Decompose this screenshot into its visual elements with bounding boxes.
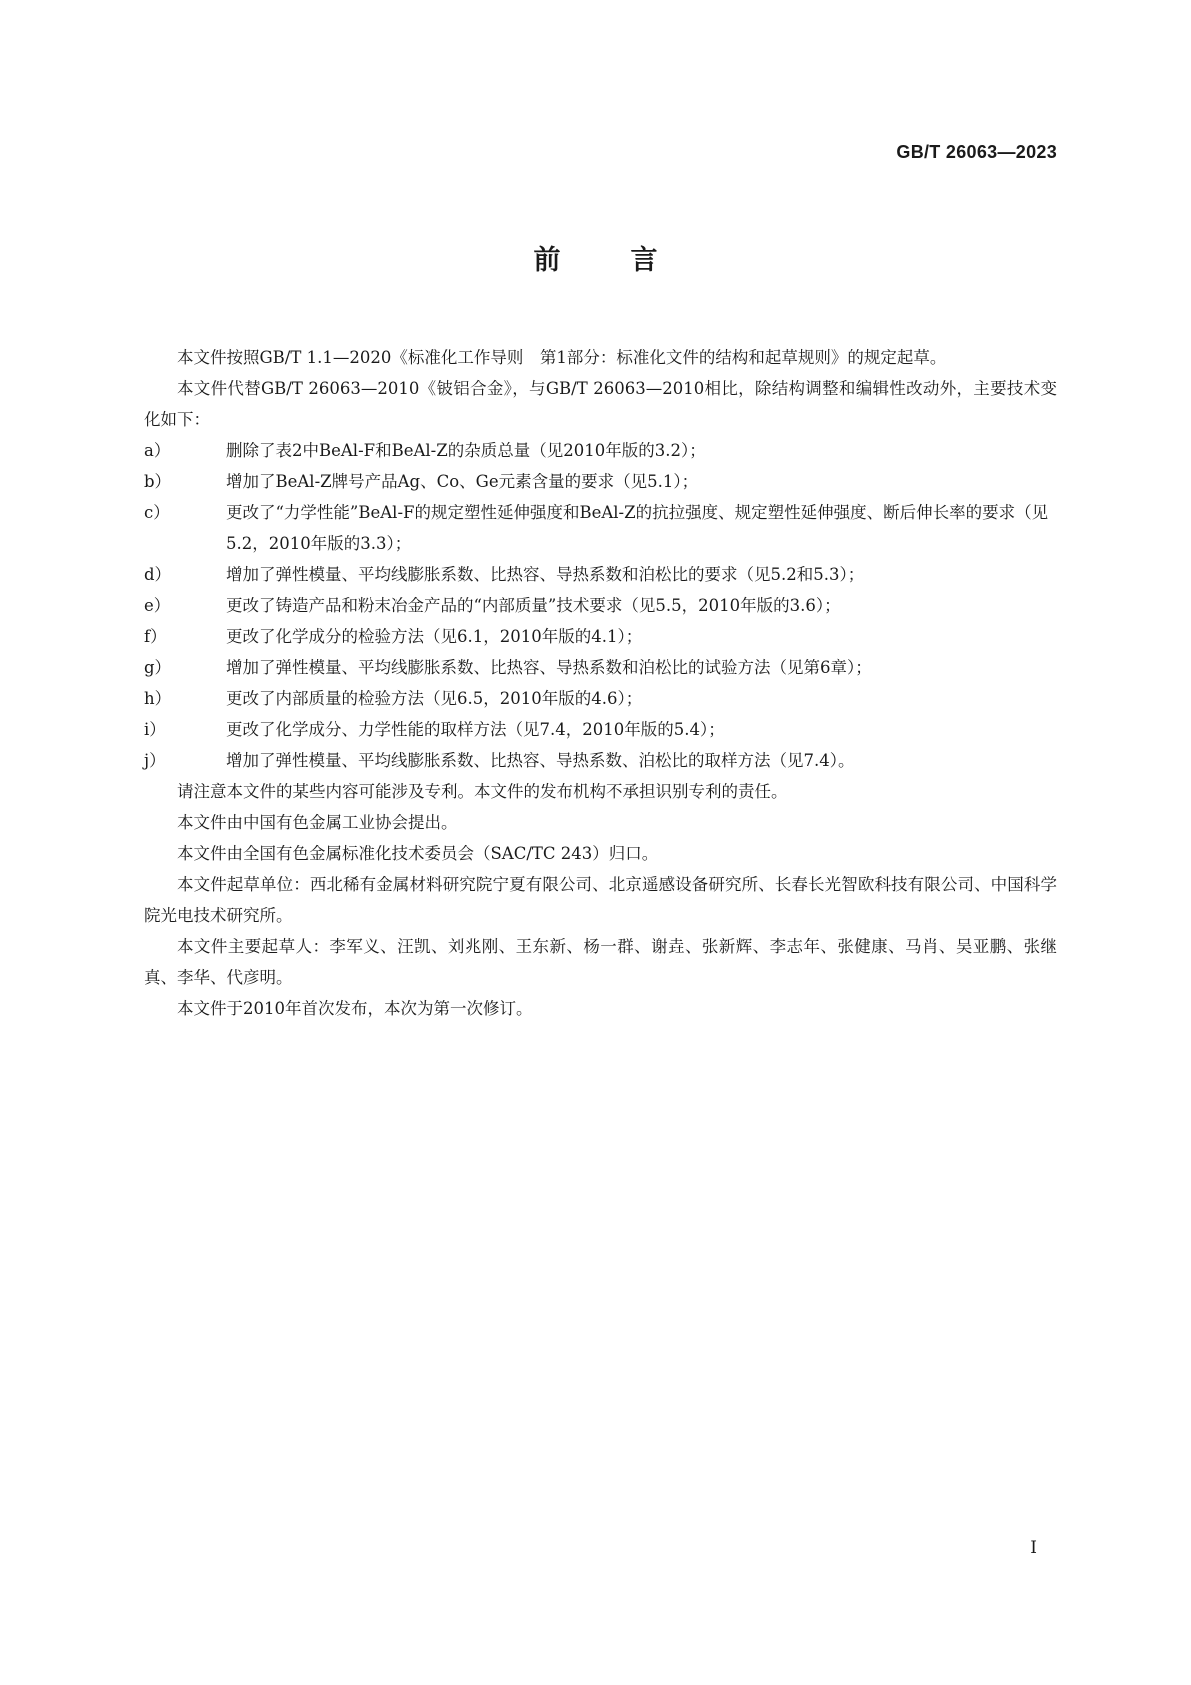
intro-paragraph: 本文件按照GB/T 1.1—2020《标准化工作导则 第1部分：标准化文件的结构和起草规则》的规定起草。	[177, 348, 947, 367]
list-item-text: 更改了化学成分的检验方法（见6.1，2010年版的4.1）；	[226, 627, 643, 646]
list-item	[144, 745, 1057, 776]
list-item	[144, 683, 1057, 714]
committee-statement: 本文件由全国有色金属标准化技术委员会（SAC/TC 243）归口。	[177, 844, 659, 863]
list-marker: g）	[144, 658, 172, 677]
list-item-text: 更改了化学成分、力学性能的取样方法（见7.4，2010年版的5.4）；	[226, 720, 725, 739]
list-marker: j）	[144, 751, 166, 770]
list-marker: e）	[144, 596, 171, 615]
list-item-text: 增加了弹性模量、平均线膨胀系数、比热容、导热系数和泊松比的要求（见5.2和5.3）；	[226, 565, 865, 584]
list-item	[144, 435, 1057, 466]
list-marker: a）	[144, 441, 171, 460]
revision-history: 本文件于2010年首次发布，本次为第一次修订。	[177, 999, 533, 1018]
page-number: I	[1030, 1538, 1037, 1558]
list-marker: h）	[144, 689, 172, 708]
list-item-text: 增加了弹性模量、平均线膨胀系数、比热容、导热系数、泊松比的取样方法（见7.4）。	[226, 751, 855, 770]
list-marker: c）	[144, 503, 170, 522]
list-item-text: 删除了表2中BeAl-F和BeAl-Z的杂质总量（见2010年版的3.2）；	[226, 441, 706, 460]
document-code: GB/T 26063—2023	[896, 142, 1057, 162]
page-title: 前言	[533, 245, 728, 276]
list-item	[144, 621, 1057, 652]
list-item-text: 更改了内部质量的检验方法（见6.5，2010年版的4.6）；	[226, 689, 643, 708]
list-item	[144, 714, 1057, 745]
list-marker: d）	[144, 565, 172, 584]
foreword-content	[144, 342, 1057, 1024]
list-item-text: 更改了“力学性能”BeAl-F的规定塑性延伸强度和BeAl-Z的抗拉强度、规定塑性延伸强度、断后伸长率的要求（见5.2，2010年版的3.3）；	[226, 503, 1049, 553]
list-item	[144, 590, 1057, 621]
list-item	[144, 497, 1057, 559]
list-item-text: 增加了BeAl-Z牌号产品Ag、Co、Ge元素含量的要求（见5.1）；	[226, 472, 699, 491]
patent-notice: 请注意本文件的某些内容可能涉及专利。本文件的发布机构不承担识别专利的责任。	[177, 782, 788, 801]
changes-list	[144, 435, 1057, 776]
list-marker: b）	[144, 472, 172, 491]
list-item	[144, 466, 1057, 497]
list-item-text: 更改了铸造产品和粉末冶金产品的“内部质量”技术要求（见5.5，2010年版的3.6）；	[226, 596, 841, 615]
list-item-text: 增加了弹性模量、平均线膨胀系数、比热容、导热系数和泊松比的试验方法（见第6章）；	[226, 658, 872, 677]
list-item	[144, 652, 1057, 683]
proposer-statement: 本文件由中国有色金属工业协会提出。	[177, 813, 458, 832]
intro-paragraph: 本文件代替GB/T 26063—2010《铍铝合金》，与GB/T 26063—2010相比，除结构调整和编辑性改动外，主要技术变化如下：	[144, 379, 1057, 429]
list-marker: i）	[144, 720, 166, 739]
drafting-organizations: 本文件起草单位：西北稀有金属材料研究院宁夏有限公司、北京遥感设备研究所、长春长光智欧科技有限公司、中国科学院光电技术研究所。	[144, 875, 1057, 925]
list-marker: f）	[144, 627, 167, 646]
drafters: 本文件主要起草人：李军义、汪凯、刘兆刚、王东新、杨一群、谢垚、张新辉、李志年、张健康、马肖、吴亚鹏、张继真、李华、代彦明。	[144, 937, 1057, 987]
list-item	[144, 559, 1057, 590]
